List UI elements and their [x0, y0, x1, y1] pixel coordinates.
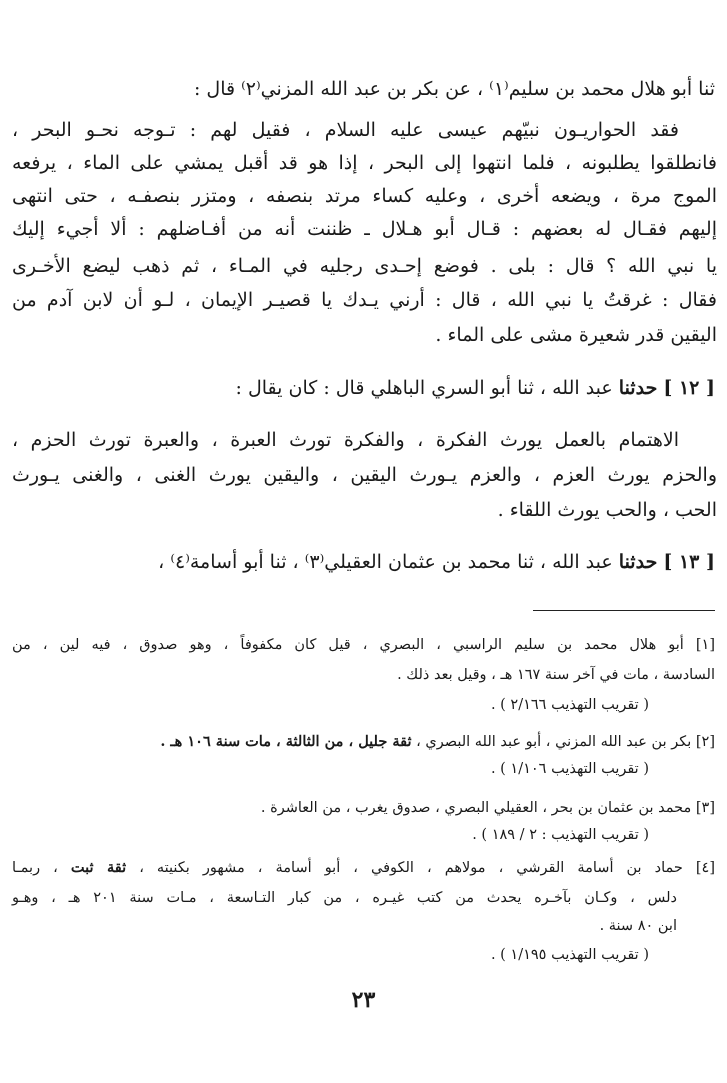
footnote-line: السادسة ، مات في آخر سنة ١٦٧ هـ ، وقيل بعد ذلك . — [397, 667, 715, 683]
footnote-bold-text: ثقة ثبت — [70, 859, 127, 876]
body-line: والحزم يورث العزم ، والعزم يـورث اليقين ، واليقين يورث الغنى ، والغنى يـورث — [12, 464, 717, 486]
footnote-line: ( تقريب التهذيب ١/١٠٦ ) . — [490, 761, 649, 777]
footnote-separator — [533, 610, 715, 611]
section-keyword: حدثنا — [618, 551, 658, 573]
body-line: يا نبي الله ؟ قال : بلى . فوضع إحـدى رجليه في المـاء ، ثم ذهب ليضع الأخـرى — [12, 255, 717, 277]
footnote-text: ، ربمـا — [12, 860, 58, 876]
section-number: [ ١٢ ] — [663, 377, 715, 399]
section-heading-12 — [0, 373, 727, 403]
body-line: الحب ، والحب يورث اللقاء . — [497, 499, 717, 521]
footnote-line: ( تقريب التهذيب : ٢ / ١٨٩ ) . — [472, 827, 649, 843]
body-line: فقد الحواريـون نبيّهم عيسى عليه السلام ، فقيل لهم : تـوجه نحـو البحر ، — [12, 119, 679, 141]
footnote-line — [0, 730, 727, 754]
section-number: [ ١٣ ] — [663, 551, 715, 573]
body-line: اليقين قدر شعيرة مشى على الماء . — [435, 324, 717, 346]
page-number: ٢٣ — [351, 987, 376, 1013]
footnote-line — [0, 856, 727, 880]
body-line: الموج مرة ، ويضعه أخرى ، وعليه كساء مرتد بنصفه ، ومتزر بنصفـه ، حتى انتهى — [12, 185, 717, 207]
section-heading-13 — [0, 547, 727, 577]
body-line: فقال : غرقتُ يا نبي الله ، قال : أرني يـدك يا قصيـر الإيمان ، لـو أن لابن آدم من — [12, 289, 717, 311]
footnote-text: [٢] بكر بن عبد الله المزني ، أبو عبد الله البصري ، — [416, 734, 715, 750]
footnote-line: [٣] محمد بن عثمان بن بحر ، العقيلي البصري ، صدوق يغرب ، من العاشرة . — [260, 800, 715, 816]
footnote-line: [١] أبو هلال محمد بن سليم الراسبي ، البصري ، قيل كان مكفوفاً ، وهو صدوق ، فيه لين ، من — [12, 637, 715, 653]
footnote-bold-text: ثقة جليل ، من الثالثة ، مات سنة ١٠٦ هـ . — [160, 733, 412, 750]
footnote-line: دلس ، وكـان بآخـره يحدث من كتب غيـره ، من كبار التـاسعة ، مـات سنة ٢٠١ هـ ، وهـو — [12, 890, 677, 906]
footnote-line: ( تقريب التهذيب ١/١٩٥ ) . — [490, 947, 649, 963]
body-line: الاهتمام بالعمل يورث الفكرة ، والفكرة تورث العبرة ، والعبرة تورث الحزم ، — [12, 429, 679, 451]
section-heading-text: عبد الله ، ثنا أبو السري الباهلي قال : كان يقال : — [235, 377, 613, 399]
body-line: إليهم فقـال له بعضهم : قـال أبو هـلال ـ ظننت أنه من أفـاضلهم : ألا أجيء إليك — [12, 218, 717, 240]
section-heading-text: عبد الله ، ثنا محمد بن عثمان العقيلي⁽٣⁾ ، ثنا أبو أسامة⁽٤⁾ ، — [158, 551, 613, 573]
body-line: ثنا أبو هلال محمد بن سليم⁽١⁾ ، عن بكر بن عبد الله المزني⁽٢⁾ قال : — [193, 78, 715, 100]
footnote-line: ( تقريب التهذيب ٢/١٦٦ ) . — [490, 697, 649, 713]
section-keyword: حدثنا — [618, 377, 658, 399]
footnote-line: ابن ٨٠ سنة . — [599, 918, 677, 934]
footnote-text: [٤] حماد بن أسامة القرشي ، مولاهم ، الكوفي ، أبو أسامة ، مشهور بكنيته ، — [139, 860, 716, 876]
body-line: فانطلقوا يطلبونه ، فلما انتهوا إلى البحر ، إذا هو قد أقبل يمشي على الماء ، يرفعه — [12, 152, 717, 174]
